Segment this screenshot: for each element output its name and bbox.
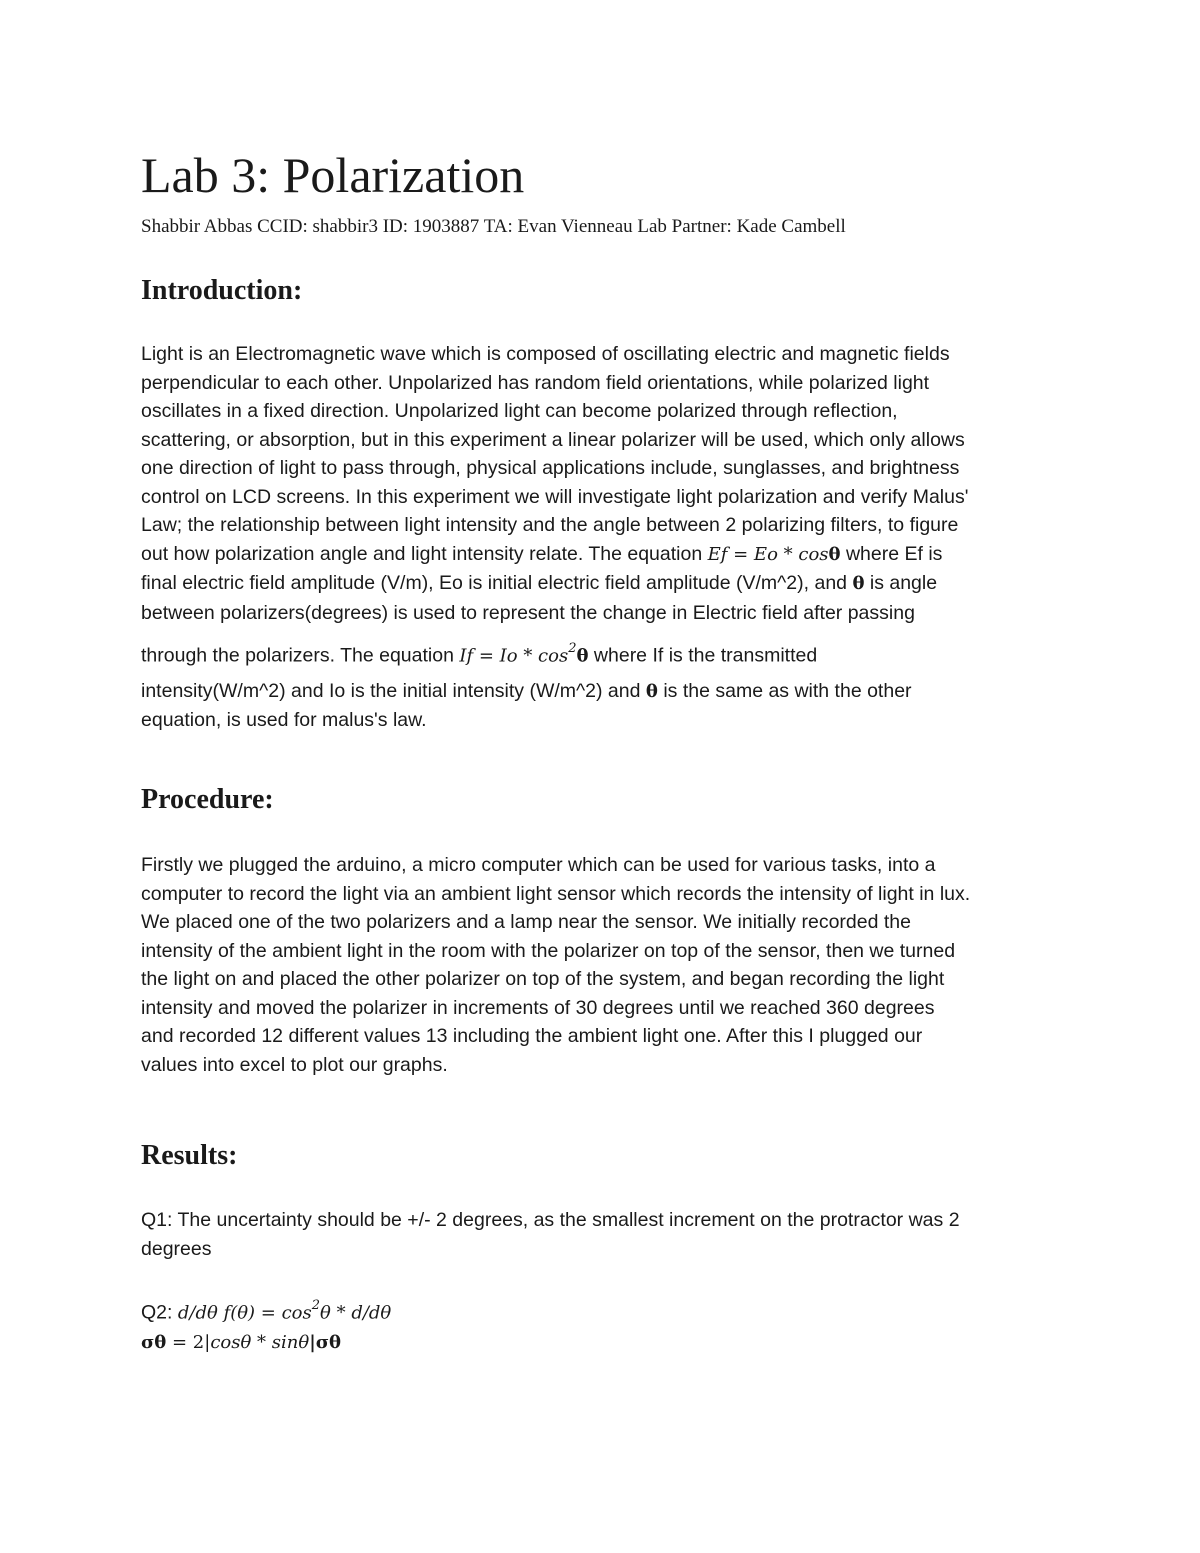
intro-line: equation, is used for malus's law. (141, 709, 427, 731)
sigma-theta-line (141, 1328, 1061, 1358)
procedure-line: computer to record the light via an ambient light sensor which records the intensity of light in lux. (141, 882, 971, 905)
malus-law-equation: If = Io * cos (459, 645, 569, 667)
theta-symbol: θ (645, 680, 658, 702)
procedure-heading: Procedure: (141, 784, 274, 815)
author-byline: Shabbir Abbas CCID: shabbir3 ID: 1903887 TA: Evan Vienneau Lab Partner: Kade Cambell (141, 216, 846, 237)
intro-text: intensity(W/m^2) and Io is the initial intensity (W/m^2) and (141, 679, 646, 702)
sigma-theta-symbol: σθ (141, 1332, 167, 1353)
intro-line: scattering, or absorption, but in this experiment a linear polarizer will be used, which only allows (141, 428, 965, 451)
intro-text: final electric field amplitude (V/m), Eo is initial electric field amplitude (V/m^2), and (141, 572, 853, 594)
sigma-theta-symbol: σθ (315, 1332, 342, 1353)
intro-text: is angle (864, 572, 938, 594)
derivative-equation: d/dθ f(θ) = cos (177, 1302, 312, 1324)
intro-line (141, 540, 1061, 570)
theta-symbol: θ (828, 543, 841, 565)
intro-line: control on LCD screens. In this experiment we will investigate light polarization and verify Malus' (141, 485, 969, 508)
derivative-equation-rest: θ * d/dθ (320, 1302, 392, 1324)
page-title: Lab 3: Polarization (141, 147, 525, 203)
intro-line: one direction of light to pass through, physical applications include, sunglasses, and brightness (141, 457, 960, 479)
abs-bar: | (309, 1332, 316, 1353)
squared-exponent: 2 (568, 641, 577, 656)
results-q1 (141, 1206, 1061, 1263)
procedure-paragraph (141, 851, 1061, 1079)
procedure-line: and recorded 12 different values 13 including the ambient light one. After this I plugged our (141, 1025, 923, 1047)
intro-text: where Ef is (840, 542, 943, 565)
procedure-line: the light on and placed the other polarizer on top of the system, and began recording the light (141, 968, 945, 990)
introduction-paragraph (141, 340, 1061, 735)
intro-line: oscillates in a fixed direction. Unpolarized light can become polarized through reflection, (141, 400, 898, 422)
electric-field-equation: Ef = Eo * cos (707, 543, 829, 565)
sigma-equation-body: cosθ * sinθ (210, 1332, 310, 1353)
intro-line: Light is an Electromagnetic wave which is composed of oscillating electric and magnetic fields (141, 343, 950, 365)
q2-label: Q2: (141, 1301, 178, 1324)
procedure-line: values into excel to plot our graphs. (141, 1053, 448, 1076)
intro-line: between polarizers(degrees) is used to represent the change in Electric field after passing (141, 601, 915, 624)
procedure-line: We placed one of the two polarizers and a lamp near the sensor. We initially recorded the (141, 911, 911, 933)
intro-line (141, 627, 1061, 677)
intro-line (141, 677, 1061, 707)
introduction-heading: Introduction: (141, 275, 303, 306)
intro-text: out how polarization angle and light intensity relate. The equation (141, 542, 708, 565)
squared-exponent: 2 (311, 1298, 321, 1313)
procedure-line: Firstly we plugged the arduino, a micro computer which can be used for various tasks, into a (141, 854, 936, 876)
intro-line: Law; the relationship between light intensity and the angle between 2 polarizing filters, to figure (141, 514, 959, 536)
intro-text: is the same as with the other (657, 679, 912, 702)
q2-derivative-line (141, 1294, 1061, 1328)
theta-symbol: θ (576, 645, 589, 667)
q1-line: Q1: The uncertainty should be +/- 2 degrees, as the smallest increment on the protractor was 2 (141, 1209, 960, 1231)
results-heading: Results: (141, 1140, 238, 1171)
results-q2 (141, 1294, 1061, 1358)
intro-line (141, 569, 1061, 599)
procedure-line: intensity and moved the polarizer in increments of 30 degrees until we reached 360 degrees (141, 996, 935, 1019)
intro-text: where If is the transmitted (588, 644, 818, 667)
sigma-equation-equals: = 2| (166, 1332, 211, 1353)
intro-line: perpendicular to each other. Unpolarized has random field orientations, while polarized light (141, 371, 930, 394)
intro-text: through the polarizers. The equation (141, 644, 460, 667)
theta-symbol: θ (852, 573, 865, 594)
procedure-line: intensity of the ambient light in the room with the polarizer on top of the sensor, then we turned (141, 939, 956, 962)
q1-line: degrees (141, 1237, 212, 1260)
